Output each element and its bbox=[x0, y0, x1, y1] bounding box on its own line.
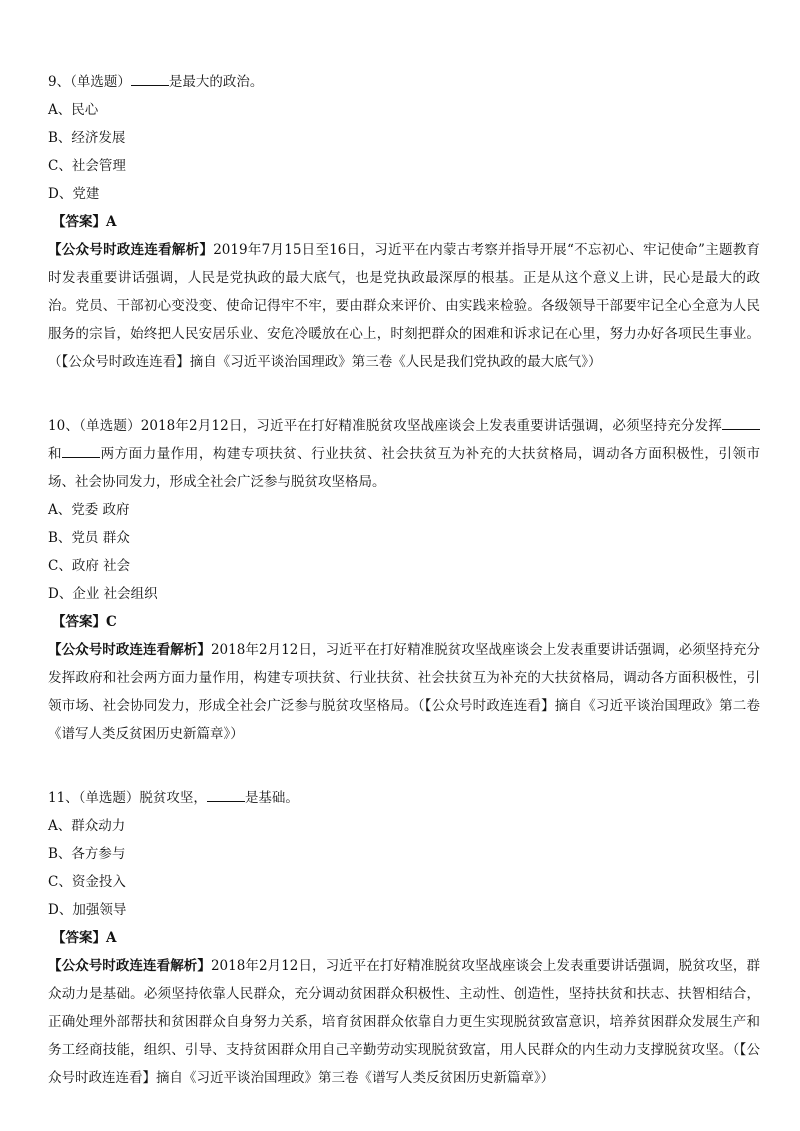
option-c: C、政府 社会 bbox=[48, 558, 131, 574]
answer-blank bbox=[207, 787, 245, 802]
answer-blank bbox=[722, 415, 760, 430]
option-a: A、党委 政府 bbox=[48, 502, 130, 518]
option-d: D、党建 bbox=[48, 186, 100, 202]
analysis: 【公众号时政连连看解析】2018年2月12日，习近平在打好精准脱贫攻坚战座谈会上发表重要讲话强调，必须坚持充分发挥政府和社会两方面力量作用，构建专项扶贫、行业扶贫、社会扶贫互为补充的大扶贫格局，调动各方面积极性，引领市场、社会协同发力，形成全社会广泛参与脱贫攻坚格局。（【公众号时政连连看】摘自《习近平谈治国理政》第二卷《谱写人类反贫困历史新篇章》） bbox=[48, 642, 761, 742]
option-b: B、党员 群众 bbox=[48, 530, 130, 546]
option-d: D、企业 社会组织 bbox=[48, 586, 158, 602]
answer-label: 【答案】A bbox=[52, 214, 117, 230]
answer-blank bbox=[62, 443, 100, 458]
question-11 bbox=[48, 784, 760, 1092]
question-stem: 9、（单选题） 是最大的政治。 bbox=[48, 68, 760, 96]
option-c: C、资金投入 bbox=[48, 874, 126, 890]
option-c: C、社会管理 bbox=[48, 158, 126, 174]
question-10 bbox=[48, 412, 760, 748]
answer-label: 【答案】C bbox=[52, 614, 117, 630]
answer-label: 【答案】A bbox=[52, 930, 117, 946]
question-stem: 10、（单选题）2018年2月12日，习近平在打好精准脱贫攻坚战座谈会上发表重要讲话强调，必须坚持充分发挥和 两方面力量作用，构建专项扶贫、行业扶贫、社会扶贫互为补充的大扶贫格局，调动各方面积极性，引领市场、社会协同发力，形成全社会广泛参与脱贫攻坚格局。 bbox=[48, 412, 760, 496]
document-page bbox=[48, 68, 760, 1128]
question-stem: 11、（单选题）脱贫攻坚， 是基础。 bbox=[48, 784, 760, 812]
analysis: 【公众号时政连连看解析】2018年2月12日，习近平在打好精准脱贫攻坚战座谈会上发表重要讲话强调，脱贫攻坚，群众动力是基础。必须坚持依靠人民群众，充分调动贫困群众积极性、主动性、创造性，坚持扶贫和扶志、扶智相结合，正确处理外部帮扶和贫困群众自身努力关系，培育贫困群众依靠自力更生实现脱贫致富意识，培养贫困群众发展生产和务工经商技能，组织、引导、支持贫困群众用自己辛勤劳动实现脱贫致富，用人民群众的内生动力支撑脱贫攻坚。（【公众号时政连连看】摘自《习近平谈治国理政》第三卷《谱写人类反贫困历史新篇章》） bbox=[48, 958, 761, 1086]
analysis: 【公众号时政连连看解析】2019年7月15日至16日，习近平在内蒙古考察并指导开展“不忘初心、牢记使命”主题教育时发表重要讲话强调，人民是党执政的最大底气，也是党执政最深厚的根基。正是从这个意义上讲，民心是最大的政治。党员、干部初心变没变、使命记得牢不牢，要由群众来评价、由实践来检验。各级领导干部要牢记全心全意为人民服务的宗旨，始终把人民安居乐业、安危冷暖放在心上，时刻把群众的困难和诉求记在心里，努力办好各项民生事业。（【公众号时政连连看】摘自《习近平谈治国理政》第三卷《人民是我们党执政的最大底气》） bbox=[48, 242, 760, 370]
option-a: A、群众动力 bbox=[48, 818, 126, 834]
answer-blank bbox=[131, 71, 169, 86]
option-b: B、经济发展 bbox=[48, 130, 126, 146]
question-9 bbox=[48, 68, 760, 376]
option-b: B、各方参与 bbox=[48, 846, 126, 862]
option-a: A、民心 bbox=[48, 102, 99, 118]
option-d: D、加强领导 bbox=[48, 902, 127, 918]
